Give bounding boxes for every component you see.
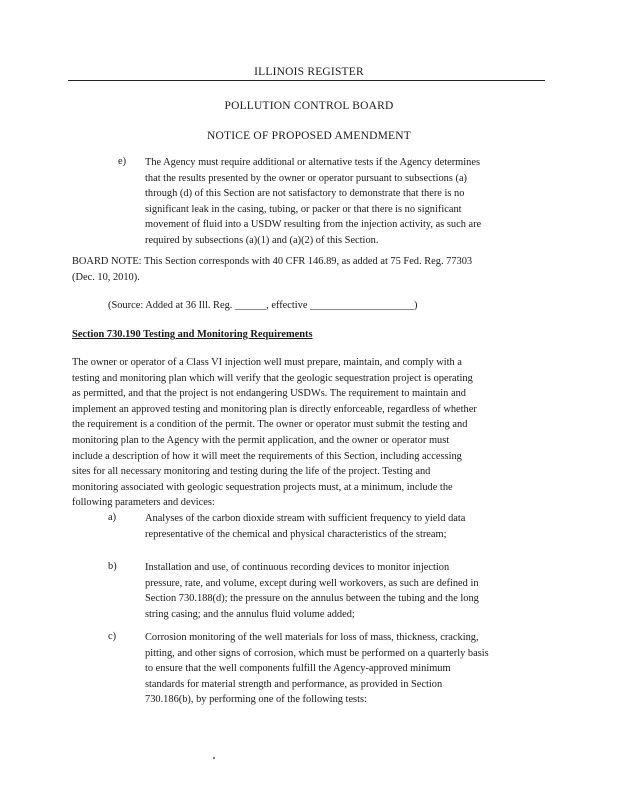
- header-rule: [68, 80, 545, 81]
- item-c-line: standards for material strength and performance, as provided in Section: [145, 678, 443, 690]
- intro-paragraph: [72, 355, 477, 511]
- board-note-line: BOARD NOTE: This Section corresponds with 40 CFR 146.89, as added at 75 Fed. Reg. 77303: [72, 256, 473, 267]
- item-e-label: e): [118, 156, 127, 167]
- section-heading: Section 730.190 Testing and Monitoring Requirements: [72, 329, 313, 340]
- intro-line: the requirement is a condition of the permit. The owner or operator must submit the testing and: [72, 419, 468, 431]
- intro-line: testing and monitoring plan which will verify that the geologic sequestration project is operating: [72, 372, 473, 384]
- intro-line: include a description of how it will meet the requirements of this Section, including accessing: [72, 450, 462, 462]
- board-note: [72, 254, 472, 285]
- intro-line: implement an approved testing and monitoring plan is directly enforceable, regardless of whether: [72, 403, 477, 415]
- item-e-line: significant leak in the casing, tubing, or packer or that there is no significant: [145, 203, 462, 215]
- board-note-line: (Dec. 10, 2010).: [72, 271, 140, 283]
- item-e-line: through (d) of this Section are not satisfactory to demonstrate that there is no: [145, 188, 465, 200]
- intro-line: monitoring associated with geologic sequestration projects must, at a minimum, include the: [72, 481, 453, 493]
- register-title: ILLINOIS REGISTER: [254, 66, 364, 78]
- item-a-text: [145, 511, 465, 542]
- item-b-line: pressure, rate, and volume, except during well workovers, as such are defined in: [145, 577, 479, 589]
- scan-speck: [213, 757, 215, 759]
- item-b-text: [145, 560, 479, 622]
- intro-line: following parameters and devices:: [72, 497, 215, 509]
- item-c-label: c): [108, 631, 117, 642]
- item-b-label: b): [108, 561, 117, 572]
- item-c-text: [145, 630, 489, 708]
- item-c-line: pitting, and other signs of corrosion, which must be performed on a quarterly basis: [145, 647, 489, 659]
- item-c-line: Corrosion monitoring of the well materials for loss of mass, thickness, cracking,: [145, 632, 479, 643]
- board-title: POLLUTION CONTROL BOARD: [224, 100, 394, 112]
- intro-line: monitoring plan to the Agency with the permit application, and the owner or operator must: [72, 434, 450, 446]
- item-c-line: to ensure that the well components fulfill the Agency-approved minimum: [145, 663, 451, 675]
- source-line: (Source: Added at 36 Ill. Reg. ______, effective ____________________): [108, 300, 418, 311]
- item-e-line: The Agency must require additional or alternative tests if the Agency determines: [145, 157, 480, 168]
- item-a-line: representative of the chemical and physical characteristics of the stream;: [145, 528, 447, 540]
- item-e-line: that the results presented by the owner or operator pursuant to subsections (a): [145, 172, 468, 184]
- item-b-line: string casing; and the annulus fluid volume added;: [145, 608, 355, 620]
- item-b-line: Section 730.188(d); the pressure on the annulus between the tubing and the long: [145, 593, 479, 605]
- item-e-text: [145, 155, 481, 249]
- intro-line: The owner or operator of a Class VI injection well must prepare, maintain, and comply with a: [72, 357, 462, 368]
- intro-line: as permitted, and that the project is not endangering USDWs. The requirement to maintain and: [72, 388, 466, 400]
- notice-title: NOTICE OF PROPOSED AMENDMENT: [207, 130, 411, 142]
- item-b-line: Installation and use, of continuous recording devices to monitor injection: [145, 562, 450, 573]
- item-a-label: a): [108, 512, 117, 523]
- item-e-line: movement of fluid into a USDW resulting from the injection activity, as such are: [145, 219, 482, 231]
- item-c-line: 730.186(b), by performing one of the following tests:: [145, 694, 367, 706]
- item-e-line: required by subsections (a)(1) and (a)(2) of this Section.: [145, 234, 379, 246]
- item-a-line: Analyses of the carbon dioxide stream with sufficient frequency to yield data: [145, 513, 466, 524]
- intro-line: sites for all necessary monitoring and testing during the life of the project. Testing and: [72, 466, 431, 478]
